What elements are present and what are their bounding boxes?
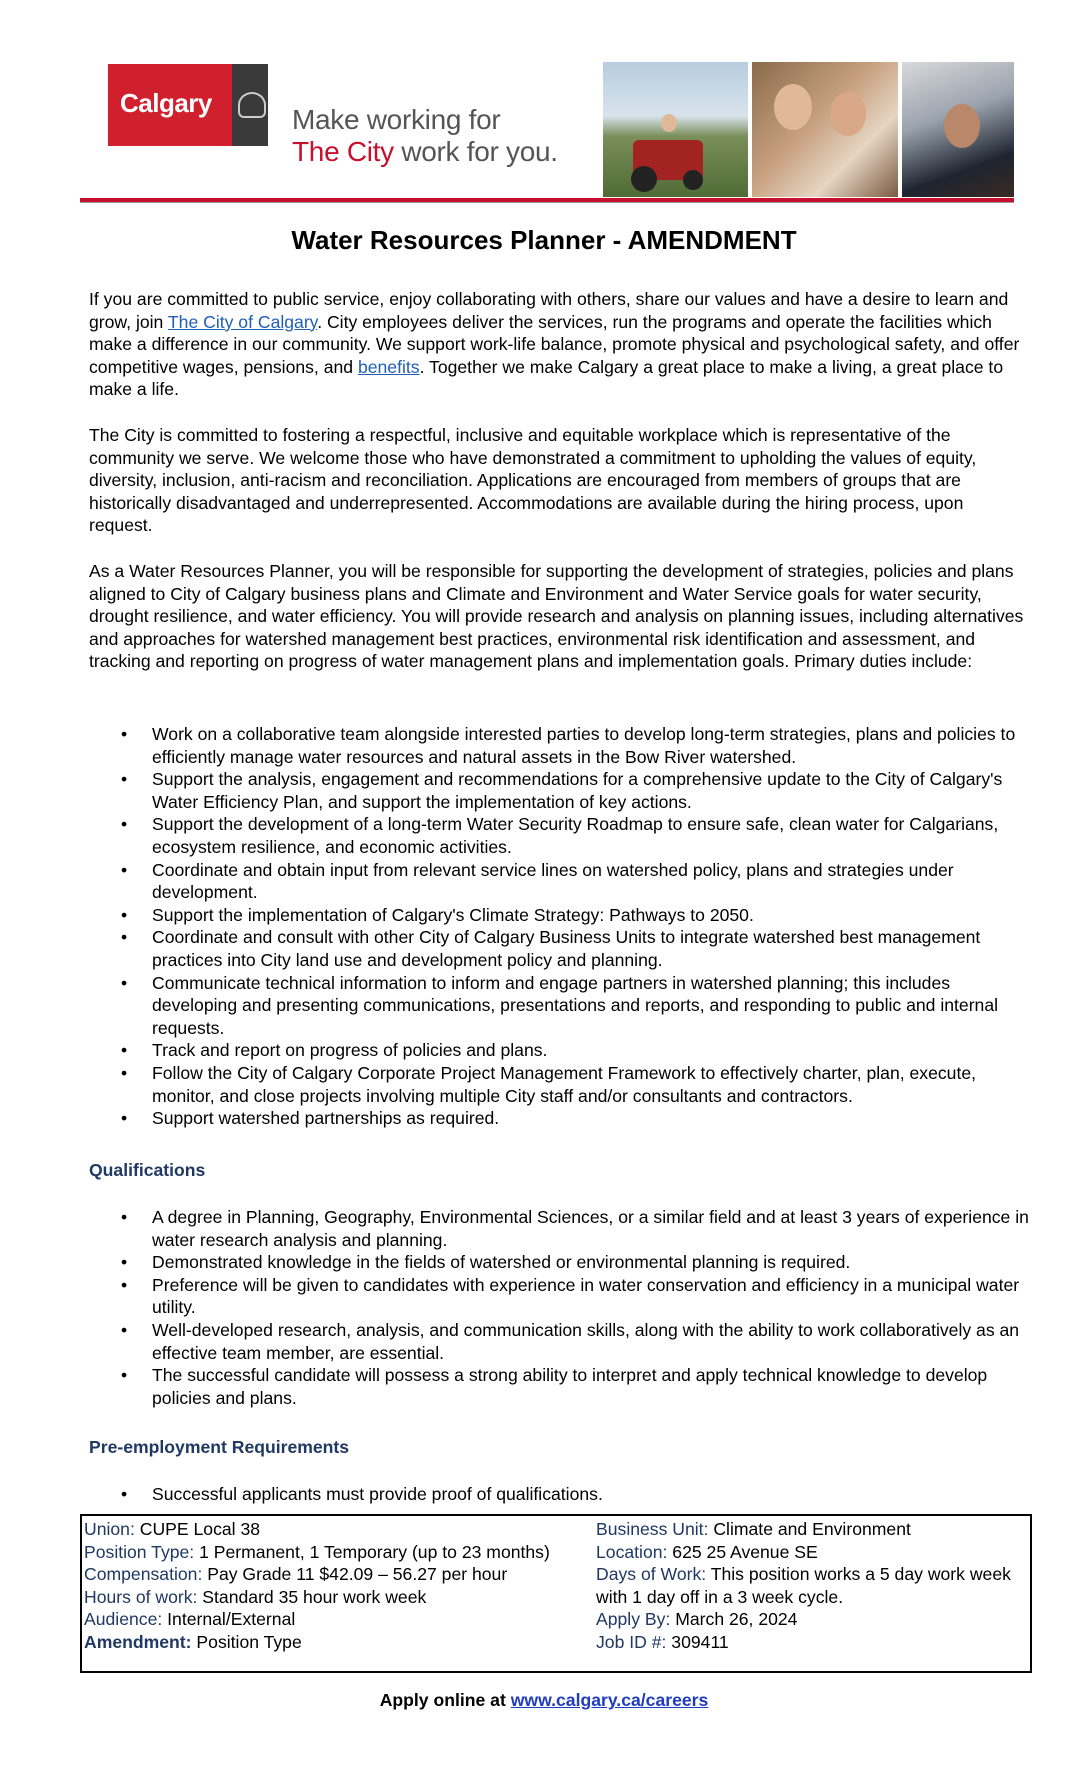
position-type-value: 1 Permanent, 1 Temporary (up to 23 months) [194,1541,550,1562]
hours-value: Standard 35 hour work week [197,1586,427,1607]
intro-paragraph-1 [89,288,1029,401]
list-item: • A degree in Planning, Geography, Environmental Sciences, or a similar field and at least 3 years of experience in water research analysis and planning. [89,1206,1034,1251]
page-title: Water Resources Planner - AMENDMENT [291,225,797,255]
list-item: • Communicate technical information to inform and engage partners in watershed planning; this includes developing and presenting communications, presentations and reports, and responding to public and internal requests. [89,972,1034,1040]
days-row [596,1563,1026,1608]
hours-row [84,1586,574,1609]
list-item: • Support the development of a long-term Water Security Roadmap to ensure safe, clean water for Calgarians, ecosystem resilience, and economic activities. [89,813,1034,858]
list-item: • Well-developed research, analysis, and communication skills, along with the ability to work collaboratively as an effective team member, are essential. [89,1319,1034,1364]
tagline-red: The City [292,136,394,167]
benefits-link[interactable]: benefits [357,356,420,377]
apply-by-row [596,1608,1026,1631]
compensation-row [84,1563,574,1586]
union-value: CUPE Local 38 [134,1519,261,1539]
days-value: This position works a 5 day work week with 1 day off in a 3 week cycle. [596,1564,1011,1607]
list-item: • Demonstrated knowledge in the fields of watershed or environmental planning is required. [89,1251,1034,1274]
location-label: Location: [596,1541,668,1562]
tagline-line1: Make working for [292,104,501,135]
list-item: • Preference will be given to candidates with experience in water conservation and efficiency in a municipal water utility. [89,1274,1034,1319]
qualifications-list [89,1206,1034,1409]
header-photos [603,62,1014,197]
list-item: • Successful applicants must provide proof of qualifications. [89,1483,1034,1506]
list-item: • Work on a collaborative team alongside interested parties to develop long-term strategies, plans and policies to efficiently manage water resources and natural assets in the Bow River watershed. [89,723,1034,768]
driver-photo [902,62,1014,197]
compensation-value: Pay Grade 11 $42.09 – 56.27 per hour [202,1564,508,1585]
job-details-box [80,1514,1032,1673]
intro-text-c: . Together we make Calgary a great place to make a living, a great place to make a life. [89,356,1004,400]
business-unit-label: Business Unit: [596,1519,709,1539]
list-item: • Support watershed partnerships as required. [89,1107,1034,1130]
amendment-label: Amendment: [84,1631,192,1652]
tagline [292,104,558,168]
intro-text-a: If you are committed to public service, enjoy collaborating with others, share our values and have a desire to learn and grow, join [89,289,1009,332]
calgary-logo [108,64,268,146]
list-item: • Support the implementation of Calgary's Climate Strategy: Pathways to 2050. [89,904,1034,927]
job-details-left [84,1518,574,1654]
tagline-rest: work for you. [393,136,558,167]
location-row [596,1541,1026,1564]
days-label: Days of Work: [596,1564,707,1585]
duties-list [89,723,1034,1130]
amendment-value: Position Type [191,1631,302,1652]
list-item: • Coordinate and consult with other City of Calgary Business Units to integrate watershed best management practices into City land use and development policy and planning. [89,926,1034,971]
apply-prefix: Apply online at [379,1690,511,1710]
list-item: • The successful candidate will possess a strong ability to interpret and apply technical knowledge to develop policies and plans. [89,1364,1034,1409]
apply-by-label: Apply By: [596,1609,671,1630]
apply-by-value: March 26, 2024 [670,1609,798,1630]
apply-online [0,1690,1088,1711]
amendment-row [84,1631,574,1654]
hours-label: Hours of work: [84,1586,198,1607]
mower-photo [603,62,748,197]
header-divider-shadow [80,202,1014,203]
qualifications-heading: Qualifications [89,1160,206,1180]
list-item: • Coordinate and obtain input from relevant service lines on watershed policy, plans and strategies under development. [89,859,1034,904]
logo-text: Calgary [120,88,212,118]
city-of-calgary-link[interactable]: The City of Calgary [167,311,318,332]
list-item: • Support the analysis, engagement and recommendations for a comprehensive update to the City of Calgary's Water Efficiency Plan, and support the implementation of key actions. [89,768,1034,813]
intro-paragraph-3: As a Water Resources Planner, you will be responsible for supporting the development of strategies, policies and plans aligned to City of Calgary business plans and Climate and Environment and Water Service goals for water security, drought resilience, and water efficiency. You will provide research and analysis on planning issues, including alternatives and approaches for watershed management best practices, environmental risk identification and assessment, and tracking and reporting on progress of water management plans and implementation goals. Primary duties include: [89,561,1024,672]
header-banner [80,62,1014,200]
job-id-row [596,1631,1026,1654]
job-id-value: 309411 [666,1631,729,1652]
job-id-label: Job ID #: [596,1631,667,1652]
careers-link[interactable]: www.calgary.ca/careers [510,1690,709,1710]
audience-row [84,1608,574,1631]
position-type-row [84,1541,574,1564]
list-item: • Track and report on progress of policies and plans. [89,1039,1034,1062]
position-type-label: Position Type: [84,1541,195,1562]
preemployment-heading: Pre-employment Requirements [89,1437,350,1457]
workers-photo [752,62,898,197]
union-label: Union: [84,1519,135,1539]
preemployment-list [89,1483,1034,1506]
union-row [84,1518,574,1541]
location-value: 625 25 Avenue SE [667,1541,818,1562]
crest-icon [232,64,268,146]
compensation-label: Compensation: [84,1564,203,1585]
intro-text-b: . City employees deliver the services, run the programs and operate the facilities which make a difference in our community. We support work-life balance, promote physical and psychological safety, and offer competitive wages, pensions, and [89,311,1020,377]
job-details-right [596,1518,1026,1654]
intro-paragraph-2: The City is committed to fostering a respectful, inclusive and equitable workplace which is representative of the community we serve. We welcome those who have demonstrated a commitment to upholding the values of equity, diversity, inclusion, anti-racism and reconciliation. Applications are encouraged from members of groups that are historically disadvantaged and underrepresented. Accommodations are available during the hiring process, upon request. [89,425,977,536]
business-unit-value: Climate and Environment [708,1519,911,1539]
list-item: • Follow the City of Calgary Corporate Project Management Framework to effectively charter, plan, execute, monitor, and close projects involving multiple City staff and/or consultants and contractors. [89,1062,1034,1107]
business-unit-row [596,1518,1026,1541]
audience-value: Internal/External [162,1609,296,1630]
audience-label: Audience: [84,1609,163,1630]
